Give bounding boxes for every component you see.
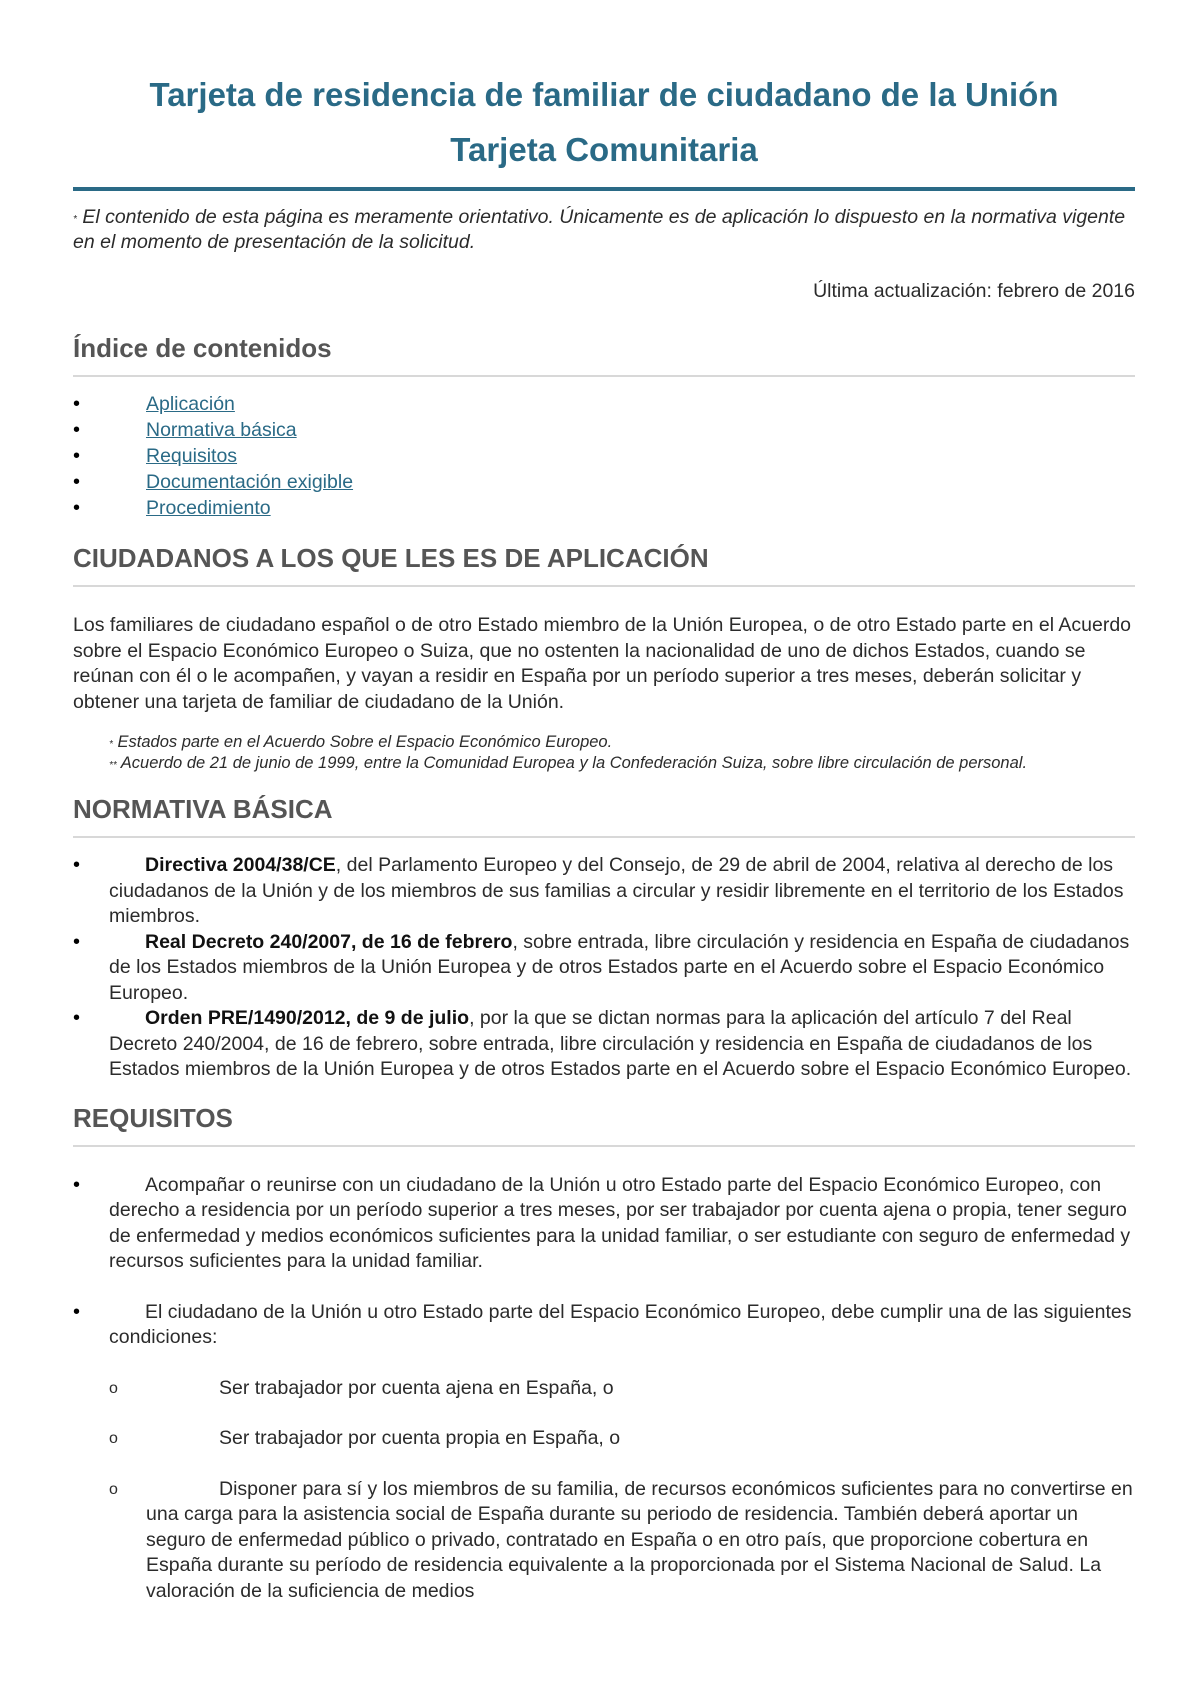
bullet-icon: • [73,471,81,493]
requisito-item [73,1173,1135,1275]
toc-link-documentacion[interactable]: Documentación exigible [146,471,354,493]
condicion-item [73,1376,1135,1402]
aplicacion-heading: CIUDADANOS A LOS QUE LES ES DE APLICACIÓN [73,543,1135,587]
normativa-heading: NORMATIVA BÁSICA [73,794,1135,838]
condicion-text: Ser trabajador por cuenta propia en España, o [219,1427,621,1449]
title-line-2: Tarjeta Comunitaria [450,131,758,168]
bullet-icon: • [73,419,81,441]
requisito-item [73,1300,1135,1351]
footnote-text: Estados parte en el Acuerdo Sobre el Espacio Económico Europeo. [117,733,613,751]
toc-item [73,443,1135,469]
aplicacion-paragraph: Los familiares de ciudadano español o de otro Estado miembro de la Unión Europea, o de otro Estado parte en el Acuerdo sobre el Espacio Económico Europeo o Suiza, que no ostenten la nacionalidad de uno de dichos Estados, cuando se reúnan con él o le acompañen, y vayan a residir en España por un período superior a tres meses, deberán solicitar y obtener una tarjeta de familiar de ciudadano de la Unión. [73,614,1132,713]
bullet-icon: • [73,445,81,467]
normativa-item [73,1006,1135,1083]
bullet-icon: • [73,497,81,519]
bullet-icon: • [73,930,81,953]
last-updated: Última actualización: febrero de 2016 [813,280,1135,302]
condicion-item [73,1477,1135,1605]
footnote-mark: * [109,739,113,750]
condicion-text: Disponer para sí y los miembros de su familia, de recursos económicos suficientes para no convertirse en una carga para la asistencia social de España durante su periodo de residencia. También deberá aportar un seguro de enfermedad público o privado, contratado en España o en otro país, que proporcione cobertura en España durante su período de residencia equivalente a la proporcionada por el Sistema Nacional de Salud. La valoración de la suficiencia de medios [146,1477,1133,1602]
normativa-item [73,930,1135,1007]
norm-text: , sobre entrada, libre circulación y residencia en España de ciudadanos de los Estados miembros de la Unión Europea y de otros Estados parte en el Acuerdo sobre el Espacio Económico Europeo. [109,930,1130,1004]
toc-list [73,391,1135,521]
toc-link-aplicacion[interactable]: Aplicación [146,393,235,415]
page-title [73,0,1135,177]
toc-item [73,391,1135,417]
norm-text: , por la que se dictan normas para la aplicación del artículo 7 del Real Decreto 240/2004, de 16 de febrero, sobre entrada, libre circulación y residencia en España de ciudadanos de los Estados miembros de la Unión Europea y de otros Estados parte en el Acuerdo sobre el Espacio Económico Europeo. [109,1007,1132,1080]
title-line-1: Tarjeta de residencia de familiar de ciudadano de la Unión [149,76,1059,113]
bullet-icon: • [73,1173,81,1196]
bullet-icon: • [73,854,81,876]
toc-item [73,469,1135,495]
bullet-icon: • [73,1007,81,1029]
norm-title: Directiva 2004/38/CE [145,854,336,876]
condiciones-list [73,1376,1135,1605]
normativa-item [73,853,1135,930]
footnote-mark: * [73,214,77,225]
disclaimer-note [73,205,1135,255]
footnote-mark: ** [109,760,117,771]
footnote-2 [109,753,1135,774]
toc-link-normativa[interactable]: Normativa básica [146,419,297,441]
toc-link-procedimiento[interactable]: Procedimiento [146,497,271,519]
toc-item [73,417,1135,443]
bullet-icon: • [73,1300,81,1323]
aplicacion-notes [73,732,1135,774]
circle-bullet-icon: o [109,1379,118,1397]
norm-title: Orden PRE/1490/2012, de 9 de julio [145,1007,470,1029]
condicion-text: Ser trabajador por cuenta ajena en España, o [219,1376,614,1399]
circle-bullet-icon: o [109,1480,118,1498]
requisitos-list [73,1173,1135,1351]
document-page [73,0,1135,1604]
title-divider [73,187,1135,191]
normativa-list [73,853,1135,1083]
norm-text: , del Parlamento Europeo y del Consejo, de 29 de abril de 2004, relativa al derecho de los ciudadanos de la Unión y de los miembros de sus familias a circular y residir libremente en el territorio de los Estados miembros. [109,854,1124,927]
footnote-1 [109,732,1135,753]
requisito-text: Acompañar o reunirse con un ciudadano de la Unión u otro Estado parte del Espacio Económico Europeo, con derecho a residencia por un período superior a tres meses, por ser trabajador por cuenta ajena o propia, tener seguro de enfermedad y medios económicos suficientes para la unidad familiar, o ser estudiante con seguro de enfermedad y recursos suficientes para la unidad familiar. [109,1173,1131,1272]
circle-bullet-icon: o [109,1430,118,1447]
toc-link-requisitos[interactable]: Requisitos [146,445,238,467]
bullet-icon: • [73,393,81,415]
toc-heading: Índice de contenidos [73,333,1135,377]
toc-item [73,495,1135,521]
footnote-text: Acuerdo de 21 de junio de 1999, entre la Comunidad Europea y la Confederación Suiza, sobre libre circulación de personal. [120,754,1028,772]
requisito-text: El ciudadano de la Unión u otro Estado parte del Espacio Económico Europeo, debe cumplir una de las siguientes condiciones: [109,1300,1132,1348]
condicion-item [73,1426,1135,1452]
requisitos-heading: REQUISITOS [73,1103,1135,1147]
norm-title: Real Decreto 240/2007, de 16 de febrero [145,930,513,953]
disclaimer-text: El contenido de esta página es meramente orientativo. Únicamente es de aplicación lo dispuesto en la normativa vigente en el momento de presentación de la solicitud. [73,206,1126,253]
